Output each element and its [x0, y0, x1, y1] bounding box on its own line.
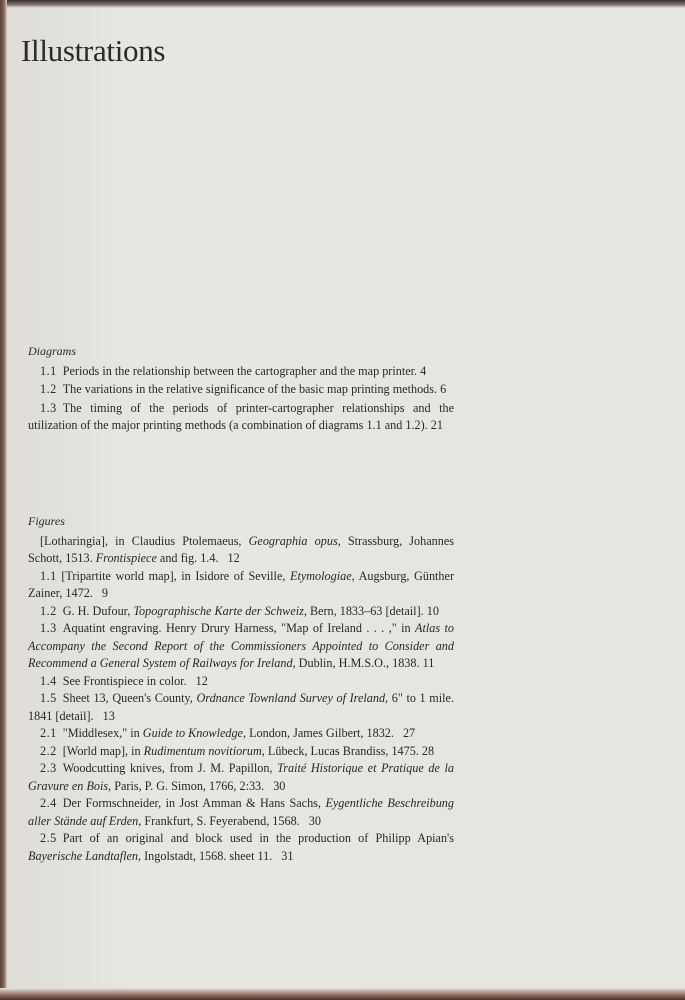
- figures-heading: Figures: [28, 514, 65, 528]
- figure-entry: 1.5 Sheet 13, Queen's County, Ordnance Townland Survey of Ireland, 6" to 1 mile. 1841 [detail]. 13: [28, 691, 454, 723]
- page-title: Illustrations: [21, 33, 166, 68]
- page-bottom-edge: [0, 988, 685, 1000]
- figures-list: [28, 533, 454, 866]
- figure-entry: 2.5 Part of an original and block used in the production of Philipp Apian's Bayerische Landtaflen, Ingolstadt, 1568. sheet 11. 31: [28, 831, 454, 863]
- figure-entry: 2.2 [World map], in Rudimentum novitiorum, Lübeck, Lucas Brandiss, 1475. 28: [40, 743, 435, 758]
- figure-entry: 1.4 See Frontispiece in color. 12: [40, 673, 208, 688]
- figure-entry: 2.4 Der Formschneider, in Jost Amman & Hans Sachs, Eygentliche Beschreibung aller Stände auf Erden, Frankfurt, S. Feyerabend, 1568. 30: [28, 796, 454, 828]
- diagrams-list: [28, 363, 454, 435]
- figures-section: [28, 513, 454, 865]
- figure-entry: 2.1 "Middlesex," in Guide to Knowledge, London, James Gilbert, 1832. 27: [40, 726, 416, 741]
- figure-entry: 1.1 [Tripartite world map], in Isidore of Seville, Etymologiae, Augsburg, Günther Zainer, 1472. 9: [28, 568, 454, 601]
- page-top-edge: [0, 0, 685, 8]
- figure-entry: 2.3 Woodcutting knives, from J. M. Papillon, Traité Historique et Pratique de la Gravure en Bois, Paris, P. G. Simon, 1766, 2:33. 30: [28, 761, 454, 793]
- page-spine-edge: [0, 0, 7, 1000]
- diagrams-heading: Diagrams: [28, 344, 77, 358]
- figure-entry: 1.2 G. H. Dufour, Topographische Karte der Schweiz, Bern, 1833–63 [detail]. 10: [40, 603, 439, 618]
- diagram-entry: 1.1 Periods in the relationship between the cartographer and the map printer. 4: [40, 363, 427, 378]
- diagram-entry: 1.2 The variations in the relative significance of the basic map printing methods. 6: [40, 382, 447, 397]
- figure-entry: [Lotharingia], in Claudius Ptolemaeus, Geographia opus, Strassburg, Johannes Schott, 1513. Frontispiece and fig. 1.4. 12: [28, 533, 454, 566]
- diagrams-section: [28, 343, 454, 435]
- diagram-entry: 1.3 The timing of the periods of printer-cartographer relationships and the utilization of the major printing methods (a combination of diagrams 1.1 and 1.2). 21: [28, 400, 454, 433]
- figure-entry: 1.3 Aquatint engraving. Henry Drury Harness, "Map of Ireland . . . ," in Atlas to Accompany the Second Report of the Commissioners Appointed to Consider and Recommend a General System of Railways for Ireland, Dublin, H.M.S.O., 1838. 11: [28, 621, 454, 671]
